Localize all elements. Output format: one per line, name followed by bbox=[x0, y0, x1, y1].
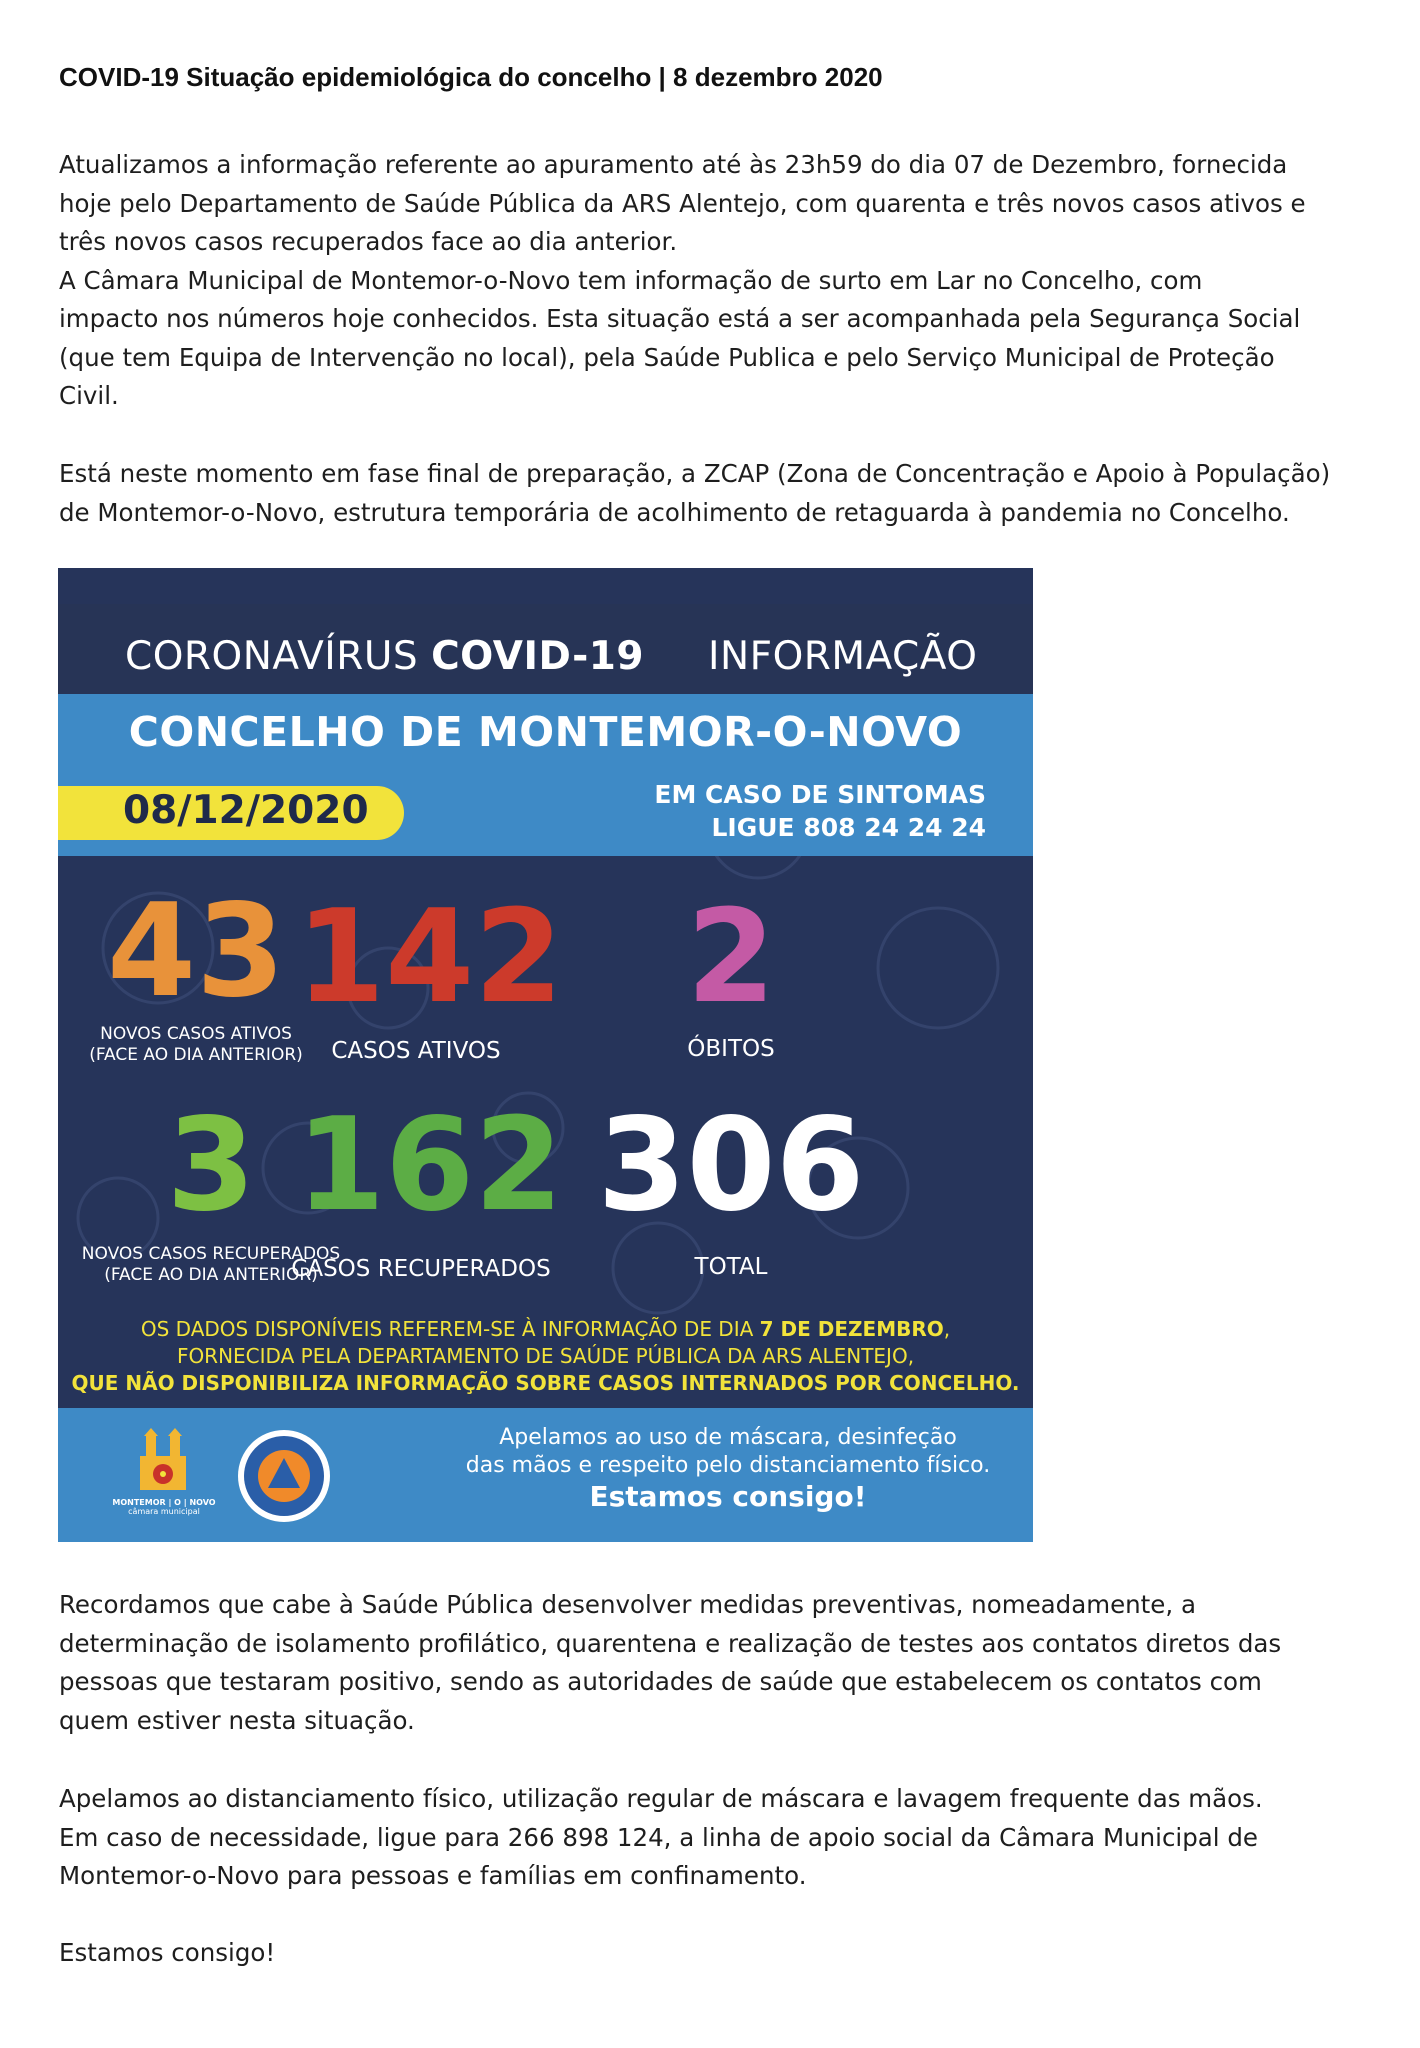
symptoms-line: EM CASO DE SINTOMAS bbox=[654, 780, 986, 809]
text-line: pessoas que testaram positivo, sendo as autoridades de saúde que estabelecem os contatos com bbox=[59, 1667, 1262, 1696]
stat-recuperados-value: 162 bbox=[296, 1091, 564, 1240]
notice-date: 7 DE DEZEMBRO bbox=[759, 1317, 944, 1341]
text-line: Está neste momento em fase final de preparação, a ZCAP (Zona de Concentração e Apoio à População) bbox=[59, 459, 1331, 488]
data-notice bbox=[58, 1316, 1033, 1397]
stat-total-label: TOTAL bbox=[694, 1254, 768, 1280]
text-line: (que tem Equipa de Intervenção no local), pela Saúde Publica e pelo Serviço Municipal de Proteção bbox=[59, 342, 1275, 372]
symptoms-phone: LIGUE 808 24 24 24 bbox=[711, 813, 986, 842]
text-line: hoje pelo Departamento de Saúde Pública da ARS Alentejo, com quarenta e três novos casos ativos e bbox=[59, 188, 1306, 218]
appeal-paragraph bbox=[59, 1780, 1389, 1896]
page-title: COVID-19 Situação epidemiológica do concelho | 8 dezembro 2020 bbox=[59, 62, 883, 92]
stat-total-value: 306 bbox=[597, 1091, 865, 1240]
notice-line: FORNECIDA PELA DEPARTAMENTO DE SAÚDE PÚBLICA DA ARS ALENTEJO, bbox=[176, 1344, 915, 1368]
footer-slogan: Estamos consigo! bbox=[589, 1480, 867, 1513]
text-line: quem estiver nesta situação. bbox=[59, 1705, 415, 1735]
stat-recuperados-label: CASOS RECUPERADOS bbox=[291, 1256, 551, 1282]
stat-obitos-label: ÓBITOS bbox=[687, 1036, 775, 1062]
notice-text: OS DADOS DISPONÍVEIS REFEREM-SE À INFORMAÇÃO DE DIA bbox=[140, 1317, 760, 1341]
text-line: determinação de isolamento profilático, quarentena e realização de testes aos contatos diretos das bbox=[59, 1628, 1282, 1658]
text-line: Montemor-o-Novo para pessoas e famílias em confinamento. bbox=[59, 1861, 807, 1890]
notice-comma: , bbox=[943, 1317, 951, 1341]
header-informacao: INFORMAÇÃO bbox=[708, 634, 978, 679]
notice-line: QUE NÃO DISPONIBILIZA INFORMAÇÃO SOBRE CASOS INTERNADOS POR CONCELHO. bbox=[71, 1371, 1020, 1395]
report-date: 08/12/2020 bbox=[123, 788, 369, 833]
label-line: (FACE AO DIA ANTERIOR) bbox=[104, 1265, 318, 1285]
label-line: (FACE AO DIA ANTERIOR) bbox=[89, 1045, 303, 1065]
stat-ativos-value: 142 bbox=[296, 883, 564, 1032]
header-bold: COVID-19 bbox=[431, 634, 645, 679]
intro-paragraph bbox=[59, 146, 1389, 416]
text-line: três novos casos recuperados face ao dia anterior. bbox=[59, 227, 678, 256]
text-line: Recordamos que cabe à Saúde Pública desenvolver medidas preventivas, nomeadamente, a bbox=[59, 1590, 1196, 1619]
stat-novos-ativos-label bbox=[78, 1024, 314, 1066]
header-prefix: CORONAVÍRUS bbox=[125, 634, 432, 679]
notice-line bbox=[58, 1316, 1033, 1343]
footer-appeal bbox=[438, 1424, 1018, 1480]
label-line: NOVOS CASOS RECUPERADOS bbox=[81, 1244, 341, 1264]
logo-text: MONTEMOR | O | NOVO bbox=[112, 1498, 216, 1507]
recall-paragraph bbox=[59, 1586, 1389, 1740]
stat-novos-recuperados-value: 3 bbox=[166, 1091, 256, 1240]
stat-ativos-label: CASOS ATIVOS bbox=[331, 1038, 501, 1064]
text-line: A Câmara Municipal de Montemor-o-Novo tem informação de surto em Lar no Concelho, com bbox=[59, 265, 1203, 295]
civil-protection-logo bbox=[236, 1428, 332, 1524]
stat-obitos-value: 2 bbox=[686, 883, 776, 1032]
footer-line: Apelamos ao uso de máscara, desinfeção bbox=[499, 1425, 957, 1450]
text-line: Atualizamos a informação referente ao apuramento até às 23h59 do dia 07 de Dezembro, fornecida bbox=[59, 150, 1288, 179]
text-line: Apelamos ao distanciamento físico, utilização regular de máscara e lavagem frequente das mãos. bbox=[59, 1784, 1263, 1813]
text-line: impacto nos números hoje conhecidos. Esta situação está a ser acompanhada pela Segurança Social bbox=[59, 304, 1301, 333]
symptoms-info bbox=[598, 778, 986, 844]
zcap-paragraph bbox=[59, 455, 1389, 532]
covid-infographic bbox=[58, 568, 1033, 1542]
text-line: Em caso de necessidade, ligue para 266 898 124, a linha de apoio social da Câmara Municipal de bbox=[59, 1822, 1259, 1852]
closing-paragraph bbox=[59, 1934, 1389, 1973]
concelho-title: CONCELHO DE MONTEMOR-O-NOVO bbox=[128, 708, 963, 756]
text-line: Civil. bbox=[59, 381, 119, 410]
municipality-logo-text bbox=[110, 1498, 218, 1516]
logo-subtext: câmara municipal bbox=[128, 1507, 200, 1516]
stat-novos-ativos-value: 43 bbox=[106, 877, 286, 1026]
label-line: NOVOS CASOS ATIVOS bbox=[100, 1024, 292, 1044]
text-line: de Montemor-o-Novo, estrutura temporária de acolhimento de retaguarda à pandemia no Concelho. bbox=[59, 497, 1290, 527]
footer-line: das mãos e respeito pelo distanciamento físico. bbox=[465, 1453, 991, 1478]
header-title bbox=[125, 634, 644, 679]
closing-text: Estamos consigo! bbox=[59, 1938, 276, 1967]
